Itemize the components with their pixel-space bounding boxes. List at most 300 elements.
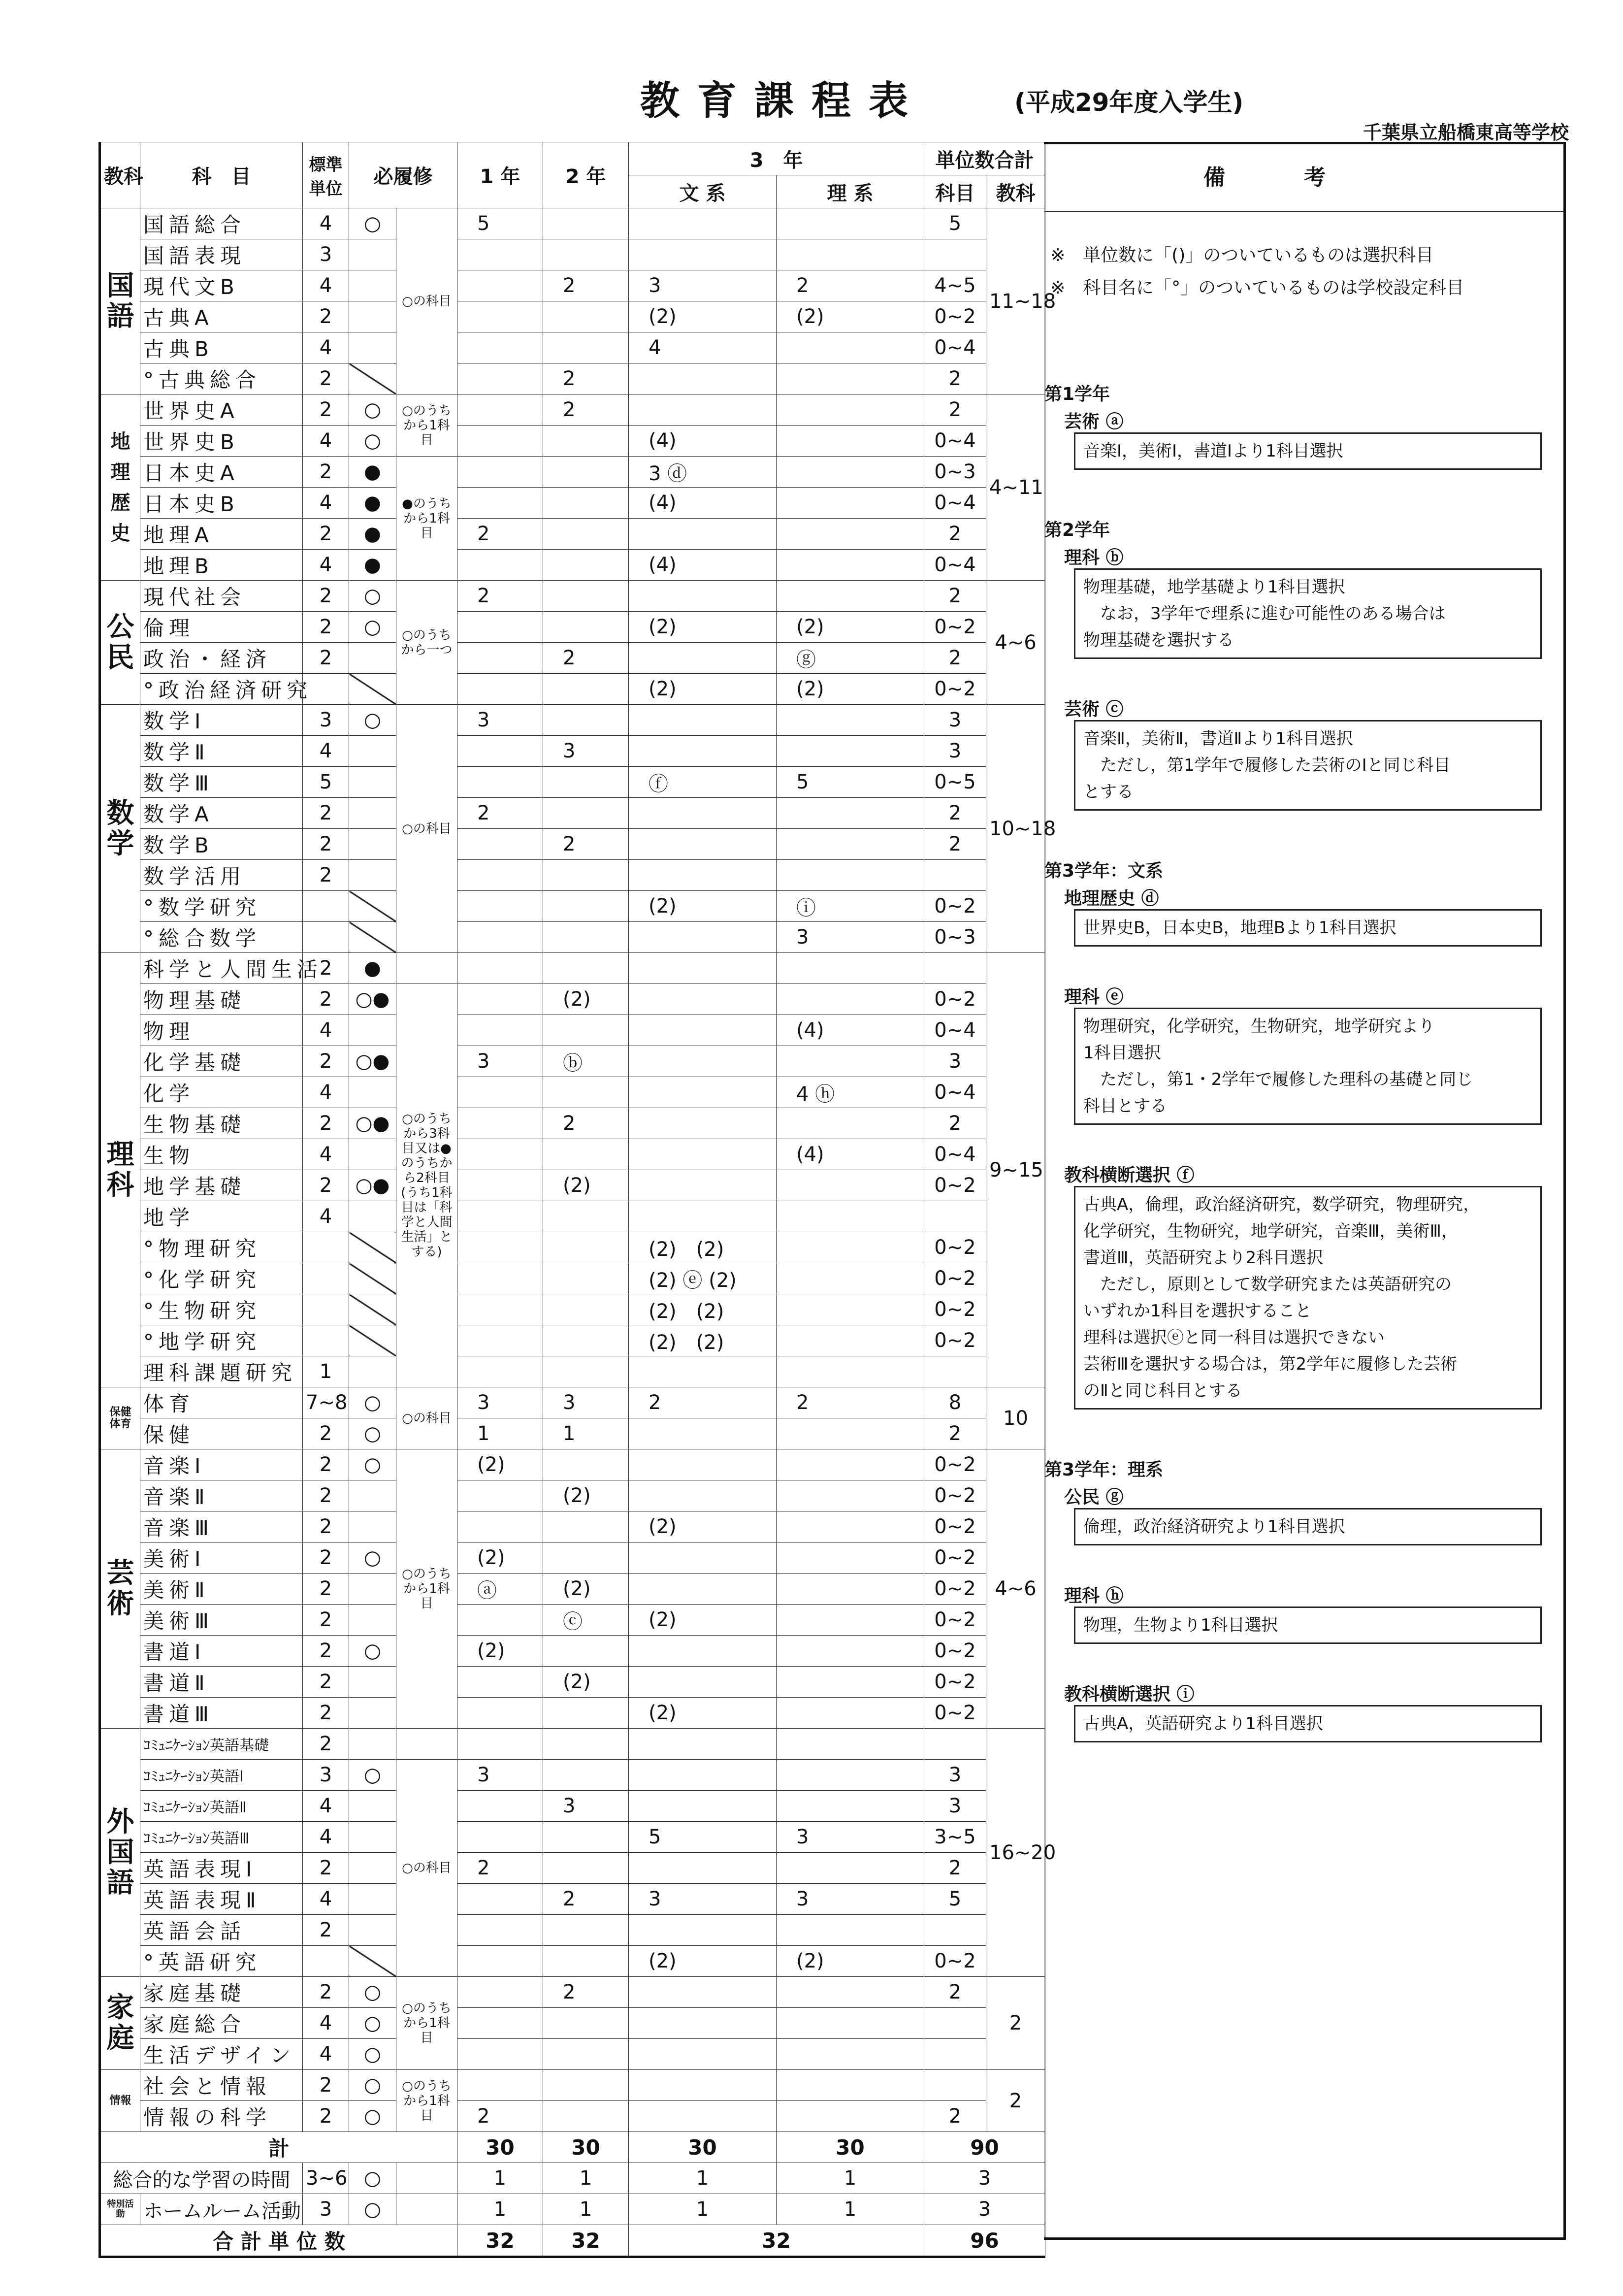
cell-ri xyxy=(777,2070,924,2101)
cell-bun: ⓕ xyxy=(629,767,777,798)
cell-bun: (2) xyxy=(629,1511,777,1542)
cell-ri: 3 xyxy=(777,1884,924,1915)
standard-units: 4 xyxy=(303,332,349,363)
remark-box: 音楽Ⅰ，美術Ⅰ，書道Ⅰより1科目選択 xyxy=(1074,432,1542,470)
table-row xyxy=(100,1077,1045,1108)
cell-y2: 3 xyxy=(543,1387,629,1418)
header-std: 標準単位 xyxy=(303,142,349,208)
cell-sum: 0~2 xyxy=(924,1511,986,1542)
cell-y2 xyxy=(543,1077,629,1108)
cell-y2 xyxy=(543,239,629,270)
cell-sum: 3 xyxy=(924,1046,986,1077)
required-mark xyxy=(349,1511,396,1542)
cell-sum: 0~2 xyxy=(924,1294,986,1325)
required-mark: ○ xyxy=(349,2008,396,2039)
cell-sum xyxy=(924,1729,986,1760)
table-row xyxy=(100,1449,1045,1480)
required-note xyxy=(396,953,457,984)
required-mark xyxy=(349,301,396,332)
cell-y1 xyxy=(457,674,543,705)
required-mark xyxy=(349,1015,396,1046)
cell-y2 xyxy=(543,1915,629,1946)
cell-y2 xyxy=(543,2101,629,2132)
subject-name: ｺﾐｭﾆｹｰｼｮﾝ英語基礎 xyxy=(140,1729,303,1760)
required-mark xyxy=(349,1915,396,1946)
required-mark: ○ xyxy=(349,426,396,457)
cell-y1: 1 xyxy=(457,1418,543,1449)
category-name: 理科 xyxy=(100,953,140,1387)
cell-sum: 0~4 xyxy=(924,550,986,581)
standard-units: 2 xyxy=(303,953,349,984)
standard-units xyxy=(303,891,349,922)
cell-y2 xyxy=(543,301,629,332)
cell-y1: 3 xyxy=(457,705,543,736)
cell-bun: (2) xyxy=(629,1605,777,1636)
cell-ri: (2) xyxy=(777,612,924,643)
cell-y1 xyxy=(457,1232,543,1263)
cell-y1 xyxy=(457,1946,543,1977)
table-row xyxy=(100,767,1045,798)
hr-category: 特別活動 xyxy=(100,2194,140,2225)
cell-y1 xyxy=(457,643,543,674)
cell-ri xyxy=(777,2101,924,2132)
subject-name: 地理A xyxy=(140,519,303,550)
cell-bun: 3 xyxy=(629,270,777,301)
standard-units: 4 xyxy=(303,1077,349,1108)
cell-ri xyxy=(777,488,924,519)
cell-ri xyxy=(777,953,924,984)
cell-bun xyxy=(629,705,777,736)
cell-bun xyxy=(629,736,777,767)
table-row xyxy=(100,2101,1045,2132)
required-mark xyxy=(349,1791,396,1822)
subject-name: 音楽Ⅰ xyxy=(140,1449,303,1480)
required-mark xyxy=(349,1232,396,1263)
table-row xyxy=(100,2039,1045,2070)
required-mark: ● xyxy=(349,457,396,488)
cell-bun xyxy=(629,1791,777,1822)
table-row xyxy=(100,1946,1045,1977)
cell-ri xyxy=(777,1418,924,1449)
table-row xyxy=(100,922,1045,953)
cell-y2 xyxy=(543,1542,629,1574)
header-kamoku: 科 目 xyxy=(140,142,303,208)
cell-bun xyxy=(629,2008,777,2039)
cell-ri xyxy=(777,550,924,581)
header-y2: 2 年 xyxy=(543,142,629,208)
standard-units xyxy=(303,1263,349,1294)
cell-bun: (2) xyxy=(629,1946,777,1977)
cell-y2 xyxy=(543,550,629,581)
hr-ri: 1 xyxy=(777,2194,924,2225)
required-mark xyxy=(349,767,396,798)
standard-units xyxy=(303,922,349,953)
cell-y1: 2 xyxy=(457,581,543,612)
subject-name: 日本史A xyxy=(140,457,303,488)
subject-name: °総合数学 xyxy=(140,922,303,953)
required-mark xyxy=(349,922,396,953)
cell-bun xyxy=(629,1542,777,1574)
standard-units: 2 xyxy=(303,1418,349,1449)
subject-name: 世界史B xyxy=(140,426,303,457)
remark-label: 芸術 ⓒ xyxy=(1064,699,1124,720)
cell-sum: 2 xyxy=(924,363,986,394)
table-row xyxy=(100,1046,1045,1077)
required-mark xyxy=(349,270,396,301)
cell-sum xyxy=(924,1201,986,1232)
hr-mark: ○ xyxy=(349,2194,396,2225)
required-mark: ● xyxy=(349,550,396,581)
table-row xyxy=(100,1791,1045,1822)
required-mark xyxy=(349,1480,396,1511)
required-mark: ○ xyxy=(349,1542,396,1574)
cell-ri xyxy=(777,1232,924,1263)
category-name: 国語 xyxy=(100,208,140,394)
curriculum-table xyxy=(98,142,1056,2258)
remark-label: 理科 ⓗ xyxy=(1064,1586,1124,1606)
cell-bun xyxy=(629,1853,777,1884)
cell-y2 xyxy=(543,457,629,488)
standard-units: 2 xyxy=(303,643,349,674)
table-row xyxy=(100,1511,1045,1542)
cell-sum: 0~5 xyxy=(924,767,986,798)
cell-y2: 2 xyxy=(543,394,629,426)
cell-ri: 3 xyxy=(777,1822,924,1853)
required-note: ○の科目 xyxy=(396,1387,457,1449)
cell-bun xyxy=(629,1046,777,1077)
cell-ri xyxy=(777,2039,924,2070)
required-note xyxy=(396,1729,457,1760)
required-note: ○の科目 xyxy=(396,705,457,953)
cell-y1 xyxy=(457,1139,543,1170)
table-row xyxy=(100,301,1045,332)
cell-sum: 3 xyxy=(924,705,986,736)
subject-name: ｺﾐｭﾆｹｰｼｮﾝ英語Ⅱ xyxy=(140,1791,303,1822)
hr-blank xyxy=(396,2194,457,2225)
subject-name: 国語総合 xyxy=(140,208,303,239)
subject-name: 物理基礎 xyxy=(140,984,303,1015)
cell-y1 xyxy=(457,2008,543,2039)
category-total: 4~6 xyxy=(986,1449,1045,1729)
cell-y1 xyxy=(457,1015,543,1046)
table-row xyxy=(100,1387,1045,1418)
required-mark: ○ xyxy=(349,1418,396,1449)
cell-ri xyxy=(777,2008,924,2039)
cell-y1 xyxy=(457,301,543,332)
table-row xyxy=(100,1356,1045,1387)
cell-bun: (2) ⓔ (2) xyxy=(629,1263,777,1294)
remark-grade: 第1学年 xyxy=(1044,384,1110,404)
hr-std: 3 xyxy=(303,2194,349,2225)
cell-ri xyxy=(777,519,924,550)
subject-name: °古典総合 xyxy=(140,363,303,394)
table-row xyxy=(100,1232,1045,1263)
cell-sum xyxy=(924,1915,986,1946)
table-row xyxy=(100,612,1045,643)
table-row xyxy=(100,1605,1045,1636)
cell-y1: ⓐ xyxy=(457,1574,543,1605)
category-total: 4~11 xyxy=(986,394,1045,581)
cell-bun: (2) xyxy=(629,891,777,922)
cell-y1: (2) xyxy=(457,1636,543,1667)
cell-y2 xyxy=(543,922,629,953)
required-note: ●のうちから1科目 xyxy=(396,457,457,581)
cell-ri xyxy=(777,1263,924,1294)
standard-units: 2 xyxy=(303,612,349,643)
required-mark xyxy=(349,1077,396,1108)
cell-sum: 4~5 xyxy=(924,270,986,301)
required-mark: ○ xyxy=(349,1636,396,1667)
standard-units: 4 xyxy=(303,208,349,239)
standard-units: 7~8 xyxy=(303,1387,349,1418)
cell-ri: (4) xyxy=(777,1015,924,1046)
cell-y1 xyxy=(457,984,543,1015)
remark-grade: 第3学年：文系 xyxy=(1044,861,1164,881)
sougou-label: 総合的な学習の時間 xyxy=(100,2163,303,2194)
cell-bun xyxy=(629,1636,777,1667)
subject-name: 世界史A xyxy=(140,394,303,426)
category-total: 10~18 xyxy=(986,705,1045,953)
subject-name: 音楽Ⅱ xyxy=(140,1480,303,1511)
cell-sum: 0~2 xyxy=(924,1325,986,1356)
table-row xyxy=(100,1542,1045,1574)
cell-y2 xyxy=(543,426,629,457)
standard-units: 4 xyxy=(303,426,349,457)
standard-units: 4 xyxy=(303,1884,349,1915)
subject-name: 政治・経済 xyxy=(140,643,303,674)
cell-ri xyxy=(777,1325,924,1356)
subject-name: 現代文B xyxy=(140,270,303,301)
remark-label: 教科横断選択 ⓕ xyxy=(1064,1165,1195,1185)
required-note: ○の科目 xyxy=(396,208,457,394)
cell-y1 xyxy=(457,1325,543,1356)
required-mark: ○ xyxy=(349,1760,396,1791)
cell-bun xyxy=(629,1418,777,1449)
cell-y1 xyxy=(457,1605,543,1636)
cell-y2: 2 xyxy=(543,270,629,301)
subject-name: 数学A xyxy=(140,798,303,829)
remark-grade: 第3学年：理系 xyxy=(1044,1460,1164,1480)
subject-name: 数学Ⅱ xyxy=(140,736,303,767)
table-row xyxy=(100,2008,1045,2039)
cell-ri: (4) xyxy=(777,1139,924,1170)
subject-name: ｺﾐｭﾆｹｰｼｮﾝ英語Ⅲ xyxy=(140,1822,303,1853)
standard-units: 4 xyxy=(303,270,349,301)
standard-units: 2 xyxy=(303,457,349,488)
category-name: 公民 xyxy=(100,581,140,705)
required-mark: ○ xyxy=(349,208,396,239)
cell-sum xyxy=(924,1356,986,1387)
header-ri: 理 系 xyxy=(777,175,924,208)
table-row xyxy=(100,581,1045,612)
table-row xyxy=(100,1263,1045,1294)
subject-name: 地学 xyxy=(140,1201,303,1232)
category-total: 2 xyxy=(986,1977,1045,2070)
cell-sum: 2 xyxy=(924,1853,986,1884)
cell-y2 xyxy=(543,2008,629,2039)
standard-units: 4 xyxy=(303,1015,349,1046)
required-mark xyxy=(349,798,396,829)
required-mark: ○● xyxy=(349,984,396,1015)
cell-y1 xyxy=(457,1077,543,1108)
cell-y2: (2) xyxy=(543,1667,629,1698)
cell-y1 xyxy=(457,1822,543,1853)
required-mark: ○● xyxy=(349,1170,396,1201)
table-row xyxy=(100,239,1045,270)
cell-bun xyxy=(629,1915,777,1946)
cell-ri xyxy=(777,394,924,426)
subject-name: 数学B xyxy=(140,829,303,860)
required-mark xyxy=(349,1294,396,1325)
header-total: 単位数合計 xyxy=(924,142,1045,175)
cell-bun xyxy=(629,1760,777,1791)
subject-name: 英語表現Ⅰ xyxy=(140,1853,303,1884)
cell-y1 xyxy=(457,860,543,891)
standard-units: 2 xyxy=(303,1574,349,1605)
remarks-panel xyxy=(1044,142,1566,2240)
table-row xyxy=(100,2070,1045,2101)
standard-units: 2 xyxy=(303,1542,349,1574)
table-row xyxy=(100,1667,1045,1698)
cell-sum xyxy=(924,953,986,984)
table-row xyxy=(100,1760,1045,1791)
standard-units: 2 xyxy=(303,2070,349,2101)
required-mark xyxy=(349,1263,396,1294)
subject-name: 日本史B xyxy=(140,488,303,519)
page-subtitle: (平成29年度入学生) xyxy=(1014,88,1244,117)
cell-sum: 2 xyxy=(924,1108,986,1139)
cell-y2 xyxy=(543,581,629,612)
hr-bun: 1 xyxy=(629,2194,777,2225)
cell-y2 xyxy=(543,1822,629,1853)
category-total: 11~18 xyxy=(986,208,1045,394)
cell-ri xyxy=(777,829,924,860)
cell-y2 xyxy=(543,332,629,363)
category-total: 10 xyxy=(986,1387,1045,1449)
cell-y1 xyxy=(457,550,543,581)
table-row xyxy=(100,1822,1045,1853)
table-row xyxy=(100,736,1045,767)
remark-box: 古典A，英語研究より1科目選択 xyxy=(1074,1705,1542,1742)
cell-sum: 0~2 xyxy=(924,891,986,922)
subject-name: 書道Ⅱ xyxy=(140,1667,303,1698)
cell-bun: 2 xyxy=(629,1387,777,1418)
cell-ri: 3 xyxy=(777,922,924,953)
cell-bun: (4) xyxy=(629,426,777,457)
standard-units: 2 xyxy=(303,1853,349,1884)
sougou-ri: 1 xyxy=(777,2163,924,2194)
subject-name: 英語会話 xyxy=(140,1915,303,1946)
cell-y2: 3 xyxy=(543,1791,629,1822)
sougou-y2: 1 xyxy=(543,2163,629,2194)
cell-y2 xyxy=(543,519,629,550)
table-row xyxy=(100,1853,1045,1884)
cell-sum: 0~2 xyxy=(924,301,986,332)
cell-sum: 0~2 xyxy=(924,612,986,643)
subject-name: 社会と情報 xyxy=(140,2070,303,2101)
cell-sum: 0~2 xyxy=(924,1480,986,1511)
cell-bun xyxy=(629,1449,777,1480)
required-mark xyxy=(349,674,396,705)
subject-name: 化学基礎 xyxy=(140,1046,303,1077)
subject-name: 生物 xyxy=(140,1139,303,1170)
standard-units: 4 xyxy=(303,1139,349,1170)
subject-name: °数学研究 xyxy=(140,891,303,922)
cell-bun xyxy=(629,1015,777,1046)
cell-sum: 0~2 xyxy=(924,1232,986,1263)
cell-ri xyxy=(777,1170,924,1201)
header-y3: 3 年 xyxy=(629,142,924,175)
cell-bun xyxy=(629,581,777,612)
cell-y1 xyxy=(457,891,543,922)
required-mark xyxy=(349,1201,396,1232)
cell-bun: (2) (2) xyxy=(629,1325,777,1356)
cell-y1 xyxy=(457,953,543,984)
cell-y2: 2 xyxy=(543,1108,629,1139)
cell-sum: 0~3 xyxy=(924,457,986,488)
required-note: ○のうちから1科目 xyxy=(396,394,457,457)
cell-y1 xyxy=(457,1263,543,1294)
cell-ri xyxy=(777,1046,924,1077)
cell-y2: 2 xyxy=(543,643,629,674)
cell-ri xyxy=(777,1356,924,1387)
standard-units: 4 xyxy=(303,1791,349,1822)
subject-name: 体育 xyxy=(140,1387,303,1418)
table-row xyxy=(100,1418,1045,1449)
standard-units: 2 xyxy=(303,519,349,550)
cell-y1 xyxy=(457,2039,543,2070)
cell-bun: (2) xyxy=(629,1698,777,1729)
subject-name: 生物基礎 xyxy=(140,1108,303,1139)
cell-ri xyxy=(777,736,924,767)
standard-units: 4 xyxy=(303,2008,349,2039)
cell-bun xyxy=(629,1170,777,1201)
table-row xyxy=(100,1015,1045,1046)
cell-sum: 0~2 xyxy=(924,1574,986,1605)
subject-name: 数学Ⅲ xyxy=(140,767,303,798)
cell-bun: (4) xyxy=(629,550,777,581)
cell-bun xyxy=(629,1667,777,1698)
cell-bun xyxy=(629,2070,777,2101)
subject-name: 国語表現 xyxy=(140,239,303,270)
cell-ri xyxy=(777,457,924,488)
cell-bun: (2) xyxy=(629,674,777,705)
cell-sum: 0~2 xyxy=(924,1449,986,1480)
required-note: ○のうちから1科目 xyxy=(396,1449,457,1729)
cell-y2: (2) xyxy=(543,1170,629,1201)
remarks-header: 備考 xyxy=(1044,144,1563,212)
sougou-blank xyxy=(396,2163,457,2194)
cell-y1 xyxy=(457,922,543,953)
goukei-y1: 32 xyxy=(457,2225,543,2257)
cell-ri: ⓘ xyxy=(777,891,924,922)
required-mark: ○ xyxy=(349,2101,396,2132)
standard-units: 2 xyxy=(303,363,349,394)
cell-y2: 1 xyxy=(543,1418,629,1449)
kei-label: 計 xyxy=(100,2132,457,2163)
required-note: ○のうちから一つ xyxy=(396,581,457,705)
remark-label: 理科 ⓔ xyxy=(1064,987,1124,1007)
cell-bun xyxy=(629,394,777,426)
cell-sum: 3 xyxy=(924,1791,986,1822)
required-mark: ○ xyxy=(349,1449,396,1480)
subject-name: 美術Ⅰ xyxy=(140,1542,303,1574)
table-row xyxy=(100,705,1045,736)
category-name: 保健体育 xyxy=(100,1387,140,1449)
cell-y1: (2) xyxy=(457,1449,543,1480)
standard-units xyxy=(303,1232,349,1263)
cell-sum xyxy=(924,860,986,891)
